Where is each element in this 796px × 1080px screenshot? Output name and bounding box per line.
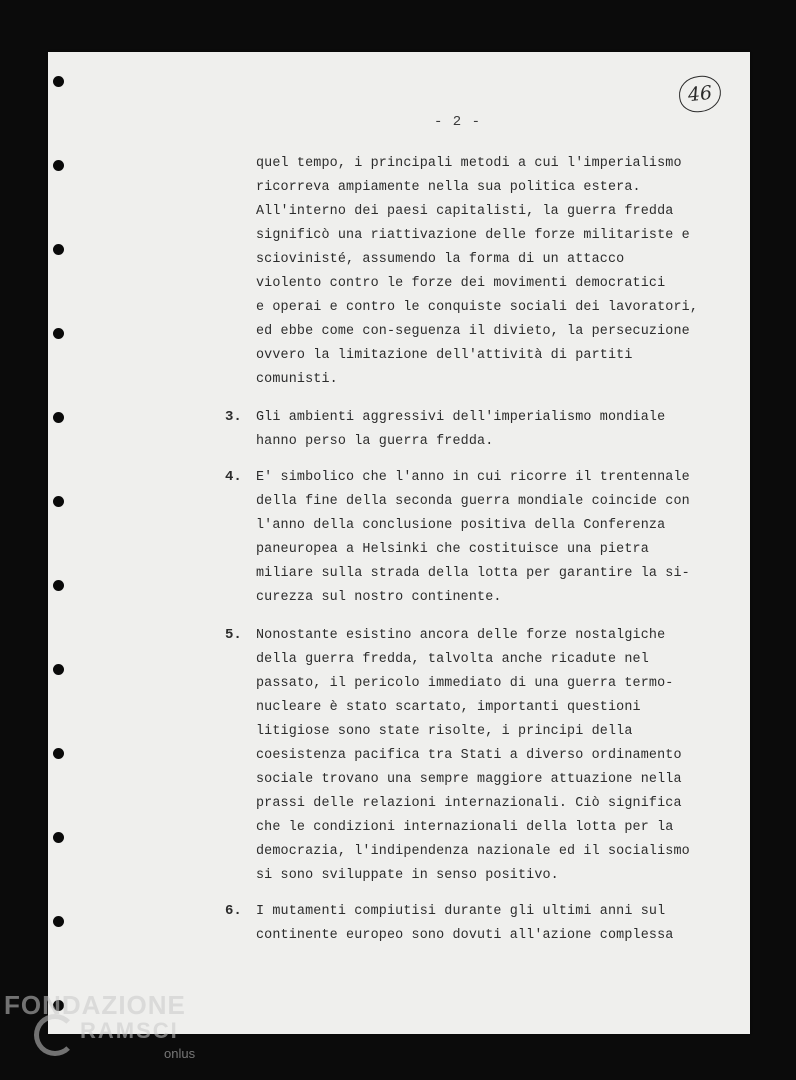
- text-line: All'interno dei paesi capitalisti, la guerra fredda: [256, 204, 674, 219]
- gramsci-g-logo-icon: [34, 1014, 76, 1056]
- binder-hole: [53, 916, 64, 927]
- paragraph-number: 5.: [225, 627, 242, 643]
- handwritten-page-mark: 46: [677, 74, 723, 114]
- text-line: violento contro le forze dei movimenti democratici: [256, 276, 666, 291]
- text-line: continente europeo sono dovuti all'azione complessa: [256, 928, 674, 943]
- binder-hole: [53, 328, 64, 339]
- paragraph-number: 4.: [225, 469, 242, 485]
- text-line: coesistenza pacifica tra Stati a diverso ordinamento: [256, 748, 682, 763]
- paragraph-number: 6.: [225, 903, 242, 919]
- text-line: I mutamenti compiutisi durante gli ultimi anni sul: [256, 904, 666, 919]
- text-line: hanno perso la guerra fredda.: [256, 434, 494, 449]
- text-line: ed ebbe come con-seguenza il divieto, la persecuzione: [256, 324, 690, 339]
- binder-hole: [53, 76, 64, 87]
- text-line: si sono sviluppate in senso positivo.: [256, 868, 559, 883]
- text-line: miliare sulla strada della lotta per garantire la si-: [256, 566, 690, 581]
- text-line: Nonostante esistino ancora delle forze nostalgiche: [256, 628, 666, 643]
- text-line: quel tempo, i principali metodi a cui l'imperialismo: [256, 156, 682, 171]
- text-line: sociale trovano una sempre maggiore attuazione nella: [256, 772, 682, 787]
- text-line: paneuropea a Helsinki che costituisce una pietra: [256, 542, 649, 557]
- text-line: della fine della seconda guerra mondiale coincide con: [256, 494, 690, 509]
- text-line: l'anno della conclusione positiva della Conferenza: [256, 518, 666, 533]
- text-line: prassi delle relazioni internazionali. Ciò significa: [256, 796, 682, 811]
- binder-hole: [53, 244, 64, 255]
- watermark-suffix: onlus: [164, 1046, 196, 1061]
- text-line: passato, il pericolo immediato di una guerra termo-: [256, 676, 674, 691]
- text-line: curezza sul nostro continente.: [256, 590, 502, 605]
- binder-hole: [53, 580, 64, 591]
- text-line: che le condizioni internazionali della lotta per la: [256, 820, 674, 835]
- text-line: significò una riattivazione delle forze militariste e: [256, 228, 690, 243]
- binder-hole: [53, 496, 64, 507]
- paragraph-number: 3.: [225, 409, 242, 425]
- watermark-line2: RAMSCI: [80, 1018, 179, 1043]
- binder-hole: [53, 664, 64, 675]
- binder-hole: [53, 412, 64, 423]
- text-line: E' simbolico che l'anno in cui ricorre il trentennale: [256, 470, 690, 485]
- text-line: sciovinisté, assumendo la forma di un attacco: [256, 252, 625, 267]
- binder-hole: [53, 748, 64, 759]
- binder-hole: [53, 160, 64, 171]
- text-line: litigiose sono state risolte, i principi della: [256, 724, 633, 739]
- text-line: della guerra fredda, talvolta anche ricadute nel: [256, 652, 649, 667]
- text-line: democrazia, l'indipendenza nazionale ed il socialismo: [256, 844, 690, 859]
- text-line: ricorreva ampiamente nella sua politica estera.: [256, 180, 641, 195]
- text-line: Gli ambienti aggressivi dell'imperialismo mondiale: [256, 410, 666, 425]
- text-line: e operai e contro le conquiste sociali dei lavoratori,: [256, 300, 699, 315]
- text-line: comunisti.: [256, 372, 338, 387]
- page-number: - 2 -: [434, 114, 482, 130]
- text-line: nucleare è stato scartato, importanti questioni: [256, 700, 641, 715]
- binder-hole: [53, 832, 64, 843]
- fondazione-gramsci-watermark: [4, 990, 204, 1070]
- watermark-line1: FONDAZIONE: [4, 990, 186, 1020]
- text-line: ovvero la limitazione dell'attività di partiti: [256, 348, 633, 363]
